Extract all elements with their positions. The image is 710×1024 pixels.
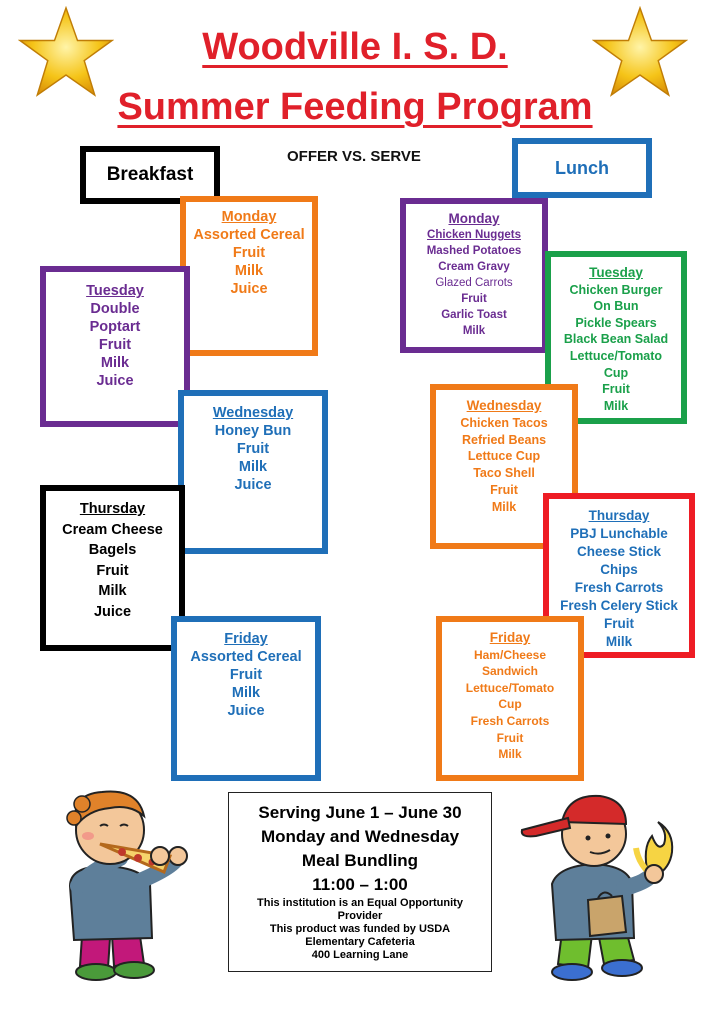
lunch-header: [512, 138, 652, 198]
menu-item: Chicken Nuggets: [427, 229, 521, 241]
menu-item: Milk: [98, 583, 127, 599]
menu-item: Lettuce/Tomato: [569, 348, 663, 363]
menu-item: Cream Cheese: [62, 521, 163, 538]
boy-with-banana-icon: [518, 792, 678, 988]
menu-item: Chicken Burger: [569, 282, 663, 297]
menu-item: Milk: [231, 685, 261, 701]
menu-item: Juice: [227, 703, 265, 719]
breakfast-thursday-box: [40, 485, 185, 651]
menu-item: Fruit: [229, 667, 263, 683]
menu-item: Assorted Cereal: [190, 649, 302, 665]
menu-item: Milk: [491, 499, 517, 514]
menu-item: Milk: [234, 263, 264, 279]
menu-item: Fruit: [602, 382, 630, 397]
lunch-monday-box: [400, 198, 548, 353]
menu-item: Chicken Tacos: [460, 415, 548, 430]
day-label: Thursday: [588, 508, 650, 523]
menu-item: Fruit: [490, 482, 518, 497]
breakfast-friday-box: [171, 616, 321, 781]
serving-days: Monday and Wednesday: [260, 827, 460, 846]
menu-item: Glazed Carrots: [435, 277, 513, 289]
menu-item: Fruit: [604, 616, 634, 631]
menu-item: Taco Shell: [473, 466, 535, 481]
lunch-header-label: Lunch: [555, 157, 609, 178]
eeo-statement-cont: Provider: [337, 910, 383, 922]
breakfast-tuesday-box: [40, 266, 190, 427]
meal-bundling: Meal Bundling: [301, 851, 419, 870]
eeo-statement: This institution is an Equal Opportunity: [257, 897, 463, 909]
menu-item: Milk: [605, 634, 633, 649]
day-label: Wednesday: [466, 398, 542, 413]
breakfast-wednesday-box: [178, 390, 328, 554]
menu-item: Black Bean Salad: [563, 332, 669, 347]
day-label: Thursday: [79, 501, 146, 517]
menu-item: Milk: [462, 325, 486, 337]
menu-item: Milk: [100, 355, 130, 371]
menu-item: Lettuce Cup: [467, 449, 541, 464]
menu-item: Sandwich: [481, 664, 538, 679]
menu-item: Juice: [234, 477, 272, 493]
menu-item: Juice: [230, 281, 268, 297]
day-label: Wednesday: [212, 405, 294, 421]
menu-item: Cheese Stick: [576, 544, 662, 559]
menu-item: Cream Gravy: [438, 261, 510, 273]
menu-item: Fruit: [236, 441, 270, 457]
menu-item: Honey Bun: [214, 423, 292, 439]
menu-item: Lettuce/Tomato: [465, 680, 555, 695]
day-label: Friday: [489, 630, 531, 645]
menu-item: Juice: [96, 373, 134, 389]
menu-item: Fruit: [461, 293, 487, 305]
lunch-friday-box: [436, 616, 584, 781]
menu-item: Cup: [603, 365, 629, 380]
page-subtitle: Summer Feeding Program: [117, 86, 593, 128]
breakfast-monday-box: [180, 196, 318, 356]
breakfast-header-label: Breakfast: [106, 164, 194, 185]
menu-item: Fresh Carrots: [574, 580, 664, 595]
location-name: Elementary Cafeteria: [305, 936, 415, 948]
menu-item: Assorted Cereal: [193, 227, 305, 243]
menu-item: Poptart: [89, 319, 141, 335]
menu-item: Milk: [238, 459, 268, 475]
menu-item: Milk: [603, 398, 629, 413]
day-label: Monday: [221, 209, 277, 225]
menu-item: Bagels: [88, 542, 137, 558]
menu-item: Juice: [93, 603, 132, 620]
day-label: Tuesday: [86, 283, 144, 299]
menu-item: Cup: [498, 697, 522, 712]
menu-item: Chips: [600, 562, 638, 577]
menu-item: On Bun: [593, 299, 639, 314]
menu-item: Fresh Celery Stick: [560, 598, 678, 613]
menu-item: Milk: [498, 747, 522, 762]
usda-statement: This product was funded by USDA: [269, 923, 451, 935]
menu-item: Refried Beans: [461, 432, 547, 447]
menu-item: Fruit: [232, 245, 266, 261]
location-address: 400 Learning Lane: [311, 949, 409, 961]
offer-vs-serve-label: OFFER VS. SERVE: [287, 148, 421, 165]
day-label: Monday: [448, 211, 500, 226]
serving-time: 11:00 – 1:00: [312, 875, 408, 894]
menu-item: Ham/Cheese: [473, 647, 547, 662]
menu-item: Double: [90, 301, 140, 317]
menu-item: PBJ Lunchable: [570, 526, 668, 541]
menu-item: Garlic Toast: [441, 309, 507, 321]
menu-item: Fruit: [96, 562, 129, 579]
day-label: Friday: [224, 631, 268, 647]
menu-item: Fruit: [496, 730, 524, 745]
serving-info-box: [228, 792, 492, 972]
page-title: Woodville I. S. D.: [202, 26, 508, 68]
menu-item: Fresh Carrots: [470, 713, 550, 728]
day-label: Tuesday: [589, 265, 643, 280]
boy-eating-pizza-icon: [40, 786, 190, 986]
menu-item: Pickle Spears: [575, 315, 657, 330]
menu-item: Fruit: [98, 337, 132, 353]
menu-item: Mashed Potatoes: [426, 245, 522, 257]
serving-dates: Serving June 1 – June 30: [258, 803, 462, 822]
